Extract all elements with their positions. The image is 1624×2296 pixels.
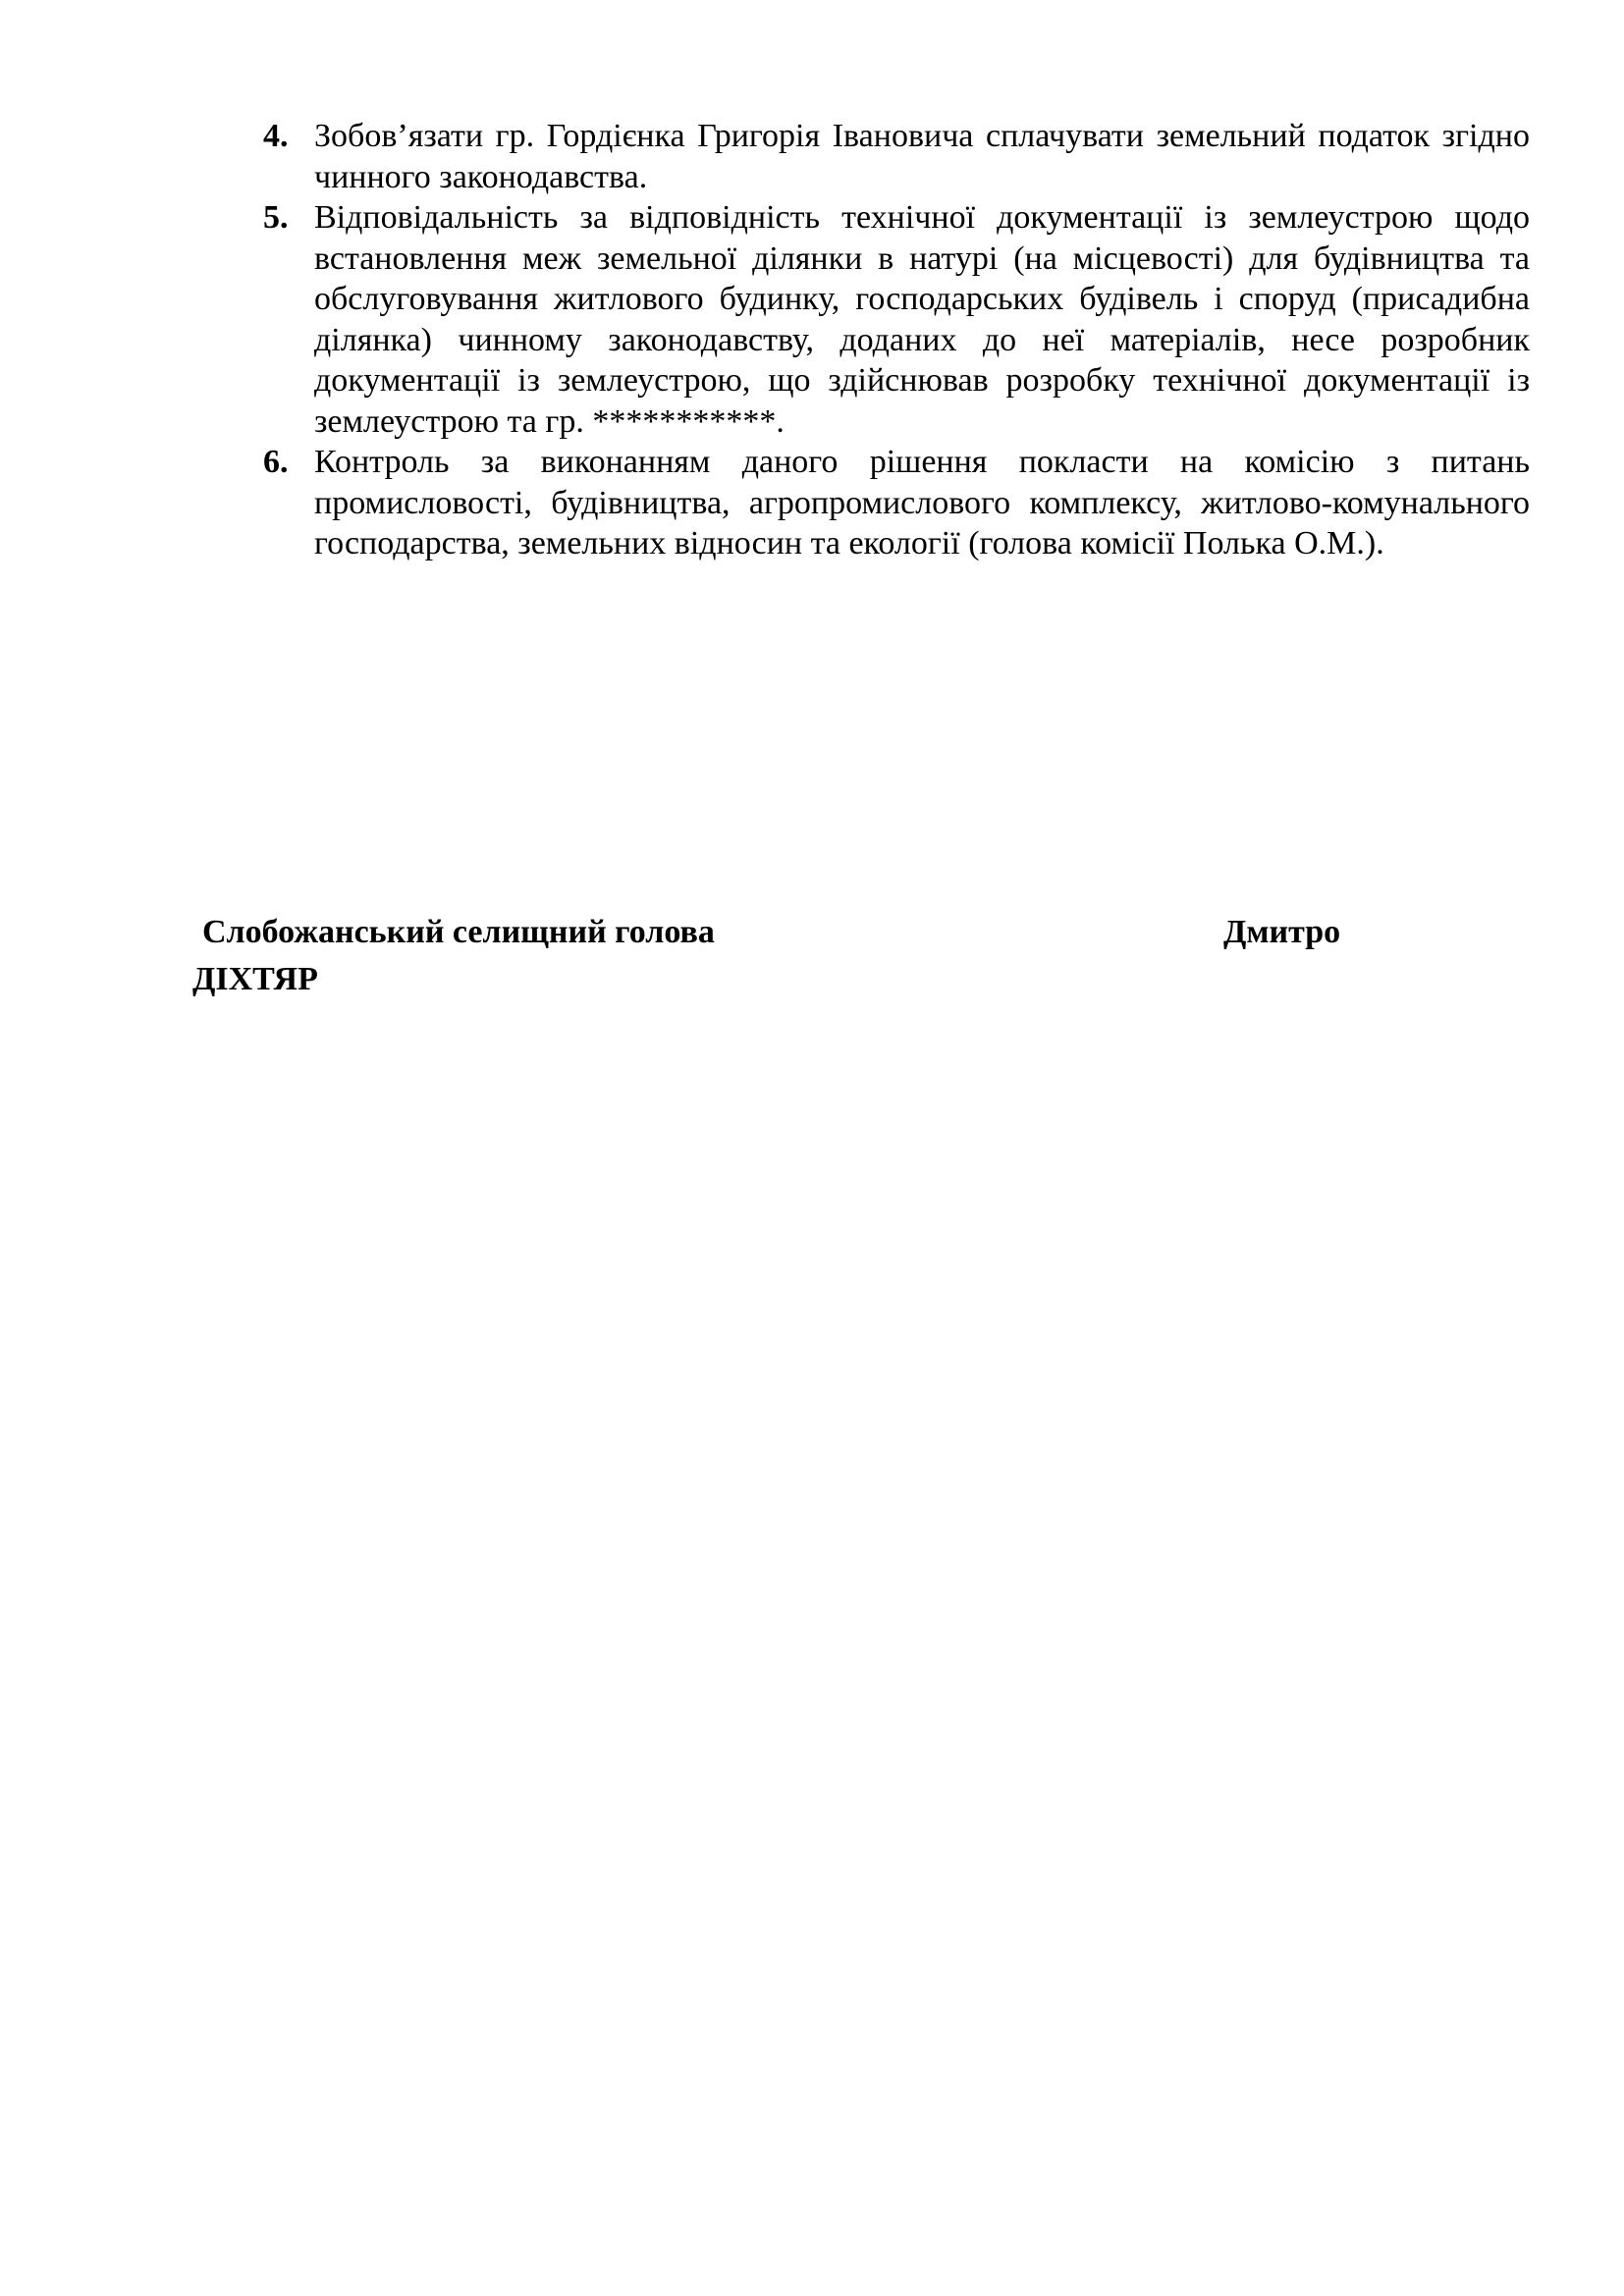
signatory-position: Слобожанський селищний голова <box>202 914 715 950</box>
item-text: Відповідальність за відповідність технічної документації із землеустрою щодо встановлення меж земельної ділянки в натурі (на місцевості) для будівництва та обслуговування житлового будинку, господарських будівель і споруд (присадибна ділянка) чинному законодавству, доданих до неї матеріалів, несе розробник документації із землеустрою, що здійснював розробку технічної документації із землеустрою та гр. ***********. <box>314 199 1530 440</box>
signature-line <box>192 909 1420 956</box>
signature-block <box>192 909 1420 1003</box>
decision-item-6 <box>263 442 1530 564</box>
decision-item-5 <box>263 197 1530 442</box>
decision-items-list <box>263 116 1530 564</box>
item-text: Зобов’язати гр. Гордієнка Григорія Івановича сплачувати земельний податок згідно чинного законодавства. <box>314 118 1530 195</box>
decision-item-4 <box>263 116 1530 197</box>
item-text: Контроль за виконанням даного рішення покласти на комісію з питань промисловості, будівництва, агропромислового комплексу, житлово-комунального господарства, земельних відносин та екології (голова комісії Полька О.М.). <box>314 444 1530 561</box>
signatory-surname: ДІХТЯР <box>192 961 318 997</box>
signatory-first-name: Дмитро <box>1223 914 1341 950</box>
item-number: 4. <box>263 118 289 154</box>
item-number: 6. <box>263 444 289 480</box>
item-number: 5. <box>263 199 289 236</box>
